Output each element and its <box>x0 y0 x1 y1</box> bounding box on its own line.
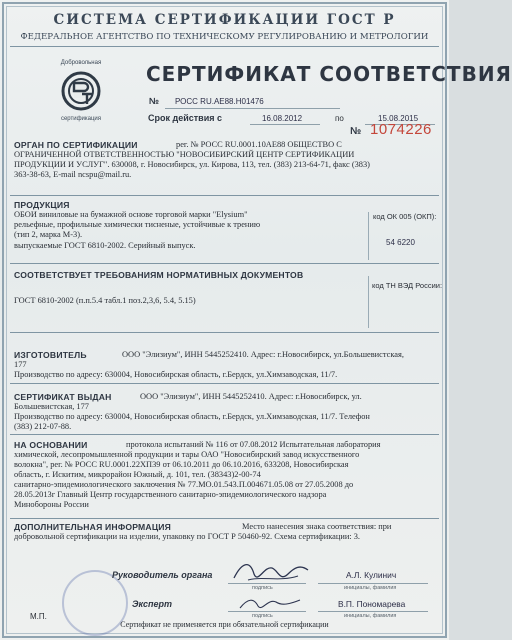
manufacturer-divider <box>10 383 439 384</box>
manufacturer-line-3: Производство по адресу: 630004, Новосибирская область, г.Бердск, ул.Химзаводская, 11/7. <box>14 370 338 379</box>
issued-line-2: Большевистская, 177 <box>14 402 89 411</box>
basis-line-2: химической, лесопромышленной продукции и тары ОАО "Новосибирский завод искусственного <box>14 450 360 459</box>
expert-name: В.П. Пономарева <box>338 599 406 609</box>
additional-line-2: добровольной сертификации на изделии, упаковку по ГОСТ Р 50460-92. Схема сертификации: 3. <box>14 532 360 541</box>
org-line-4: 363-38-63, E-mail ncspu@mail.ru. <box>14 170 132 179</box>
form-no-label: № <box>350 126 362 137</box>
org-line-3: ПРОДУКЦИИ И УСЛУГ". 630008, г. Новосибирск, ул. Кирова, 113, тел. (383) 213-64-71, факс (383) <box>14 160 370 169</box>
head-signature-icon <box>228 556 312 590</box>
basis-line-6: 28.05.2013г Главный Центр государственного санитарно-эпидемиологического надзора <box>14 490 327 499</box>
basis-divider <box>10 518 439 519</box>
basis-line-1: протокола испытаний № 116 от 07.08.2012 Испытательная лаборатория <box>126 440 381 449</box>
product-line-2: рельефные, профильные химически тисненые, устойчивые к трению <box>14 220 261 229</box>
date-to: 15.08.2015 <box>378 114 419 123</box>
form-number: 1074226 <box>370 121 432 138</box>
conformity-text: ГОСТ 6810-2002 (п.п.5.4 табл.1 поз.2,3,6, 5.4, 5.15) <box>14 296 196 305</box>
reg-number-line <box>165 108 340 109</box>
head-sig-caption: подпись <box>252 585 273 591</box>
validity-label: Срок действия с <box>148 113 222 123</box>
head-name-caption: инициалы, фамилия <box>344 585 397 591</box>
basis-line-5: санитарно-эпидемиологического заключения № 77.МО.01.543.П.004671.05.08 от 27.05.2008 до <box>14 480 354 489</box>
basis-line-3: волокна", рег. № РОСС RU.0001.22ХП39 от 06.10.2011 до 06.10.2016, 633208, Новосибирская <box>14 460 349 469</box>
org-line-1: рег. № РОСС RU.0001.10АЕ88 ОБЩЕСТВО С <box>176 140 342 149</box>
okp-label: код ОК 005 (ОКП): <box>373 212 437 221</box>
basis-line-4: область, г. Искитим, микрорайон Южный, д. 101, тел. (38343)2-00-74 <box>14 470 261 479</box>
basis-line-7: Минобороны России <box>14 500 89 509</box>
mp-label: М.П. <box>30 612 47 621</box>
conformity-divider <box>10 332 439 333</box>
expert-sig-caption: подпись <box>252 613 273 619</box>
header-divider <box>10 46 439 47</box>
issued-line-3: Производство по адресу: 630004, Новосибирская область, г.Бердск, ул.Химзаводская, 11/7. Телефон <box>14 412 370 421</box>
head-label: Руководитель органа <box>112 570 213 580</box>
additional-line-1: Место нанесения знака соответствия: при <box>242 522 392 531</box>
reg-no-label: № <box>149 96 160 106</box>
manufacturer-line-1: ООО "Элизиум", ИНН 5445252410. Адрес: г.Новосибирск, ул.Большевистская, <box>122 350 404 359</box>
basis-heading: НА ОСНОВАНИИ <box>14 440 88 450</box>
product-heading: ПРОДУКЦИЯ <box>14 200 70 210</box>
org-heading: ОРГАН ПО СЕРТИФИКАЦИИ <box>14 140 138 150</box>
date-to-label: по <box>335 114 344 123</box>
issued-divider <box>10 434 439 435</box>
reg-number: РОСС RU.АЕ88.Н01476 <box>175 97 264 106</box>
expert-label: Эксперт <box>132 599 173 609</box>
date-from-line <box>250 124 320 125</box>
expert-name-caption: инициалы, фамилия <box>344 613 397 619</box>
gost-r-logo <box>54 56 108 126</box>
issued-line-4: (383) 212-07-88. <box>14 422 72 431</box>
issued-line-1: ООО "Элизиум", ИНН 5445252410. Адрес: г.Новосибирск, ул. <box>140 392 362 401</box>
okp-value: 54 6220 <box>386 238 415 247</box>
head-name: А.Л. Кулинич <box>346 570 397 580</box>
agency-name: ФЕДЕРАЛЬНОЕ АГЕНТСТВО ПО ТЕХНИЧЕСКОМУ РЕГУЛИРОВАНИЮ И МЕТРОЛОГИИ <box>20 32 429 42</box>
product-line-1: ОБОИ виниловые на бумажной основе торговой марки "Elysium" <box>14 210 248 219</box>
issued-heading: СЕРТИФИКАТ ВЫДАН <box>14 392 112 402</box>
footer-note: Сертификат не применяется при обязательной сертификации <box>120 620 329 629</box>
date-from: 16.08.2012 <box>262 114 303 123</box>
org-divider <box>10 195 439 196</box>
product-divider <box>10 263 439 264</box>
conformity-heading: СООТВЕТСТВУЕТ ТРЕБОВАНИЯМ НОРМАТИВНЫХ ДОКУМЕНТОВ <box>14 270 304 280</box>
expert-name-line <box>318 611 428 612</box>
pct-mark-icon <box>54 56 108 126</box>
manufacturer-line-2: 177 <box>14 360 27 369</box>
tnved-label: код ТН ВЭД России: <box>372 281 443 290</box>
system-title: СИСТЕМА СЕРТИФИКАЦИИ ГОСТ Р <box>53 12 396 28</box>
expert-signature-icon <box>236 592 306 614</box>
head-name-line <box>318 583 428 584</box>
logo-bottom-text: сертификация <box>60 116 102 122</box>
org-line-2: ОГРАНИЧЕННОЙ ОТВЕТСТВЕННОСТЬЮ "НОВОСИБИРСКИЙ ЦЕНТР СЕРТИФИКАЦИИ <box>14 150 355 159</box>
logo-top-text: Добровольная <box>60 60 102 66</box>
product-line-3: (тип 2, марка М-3). <box>14 230 83 239</box>
manufacturer-heading: ИЗГОТОВИТЕЛЬ <box>14 350 87 360</box>
product-line-4: выпускаемые ГОСТ 6810-2002. Серийный выпуск. <box>14 241 196 250</box>
certificate-title: СЕРТИФИКАТ СООТВЕТСТВИЯ <box>146 62 512 86</box>
additional-heading: ДОПОЛНИТЕЛЬНАЯ ИНФОРМАЦИЯ <box>14 522 172 532</box>
